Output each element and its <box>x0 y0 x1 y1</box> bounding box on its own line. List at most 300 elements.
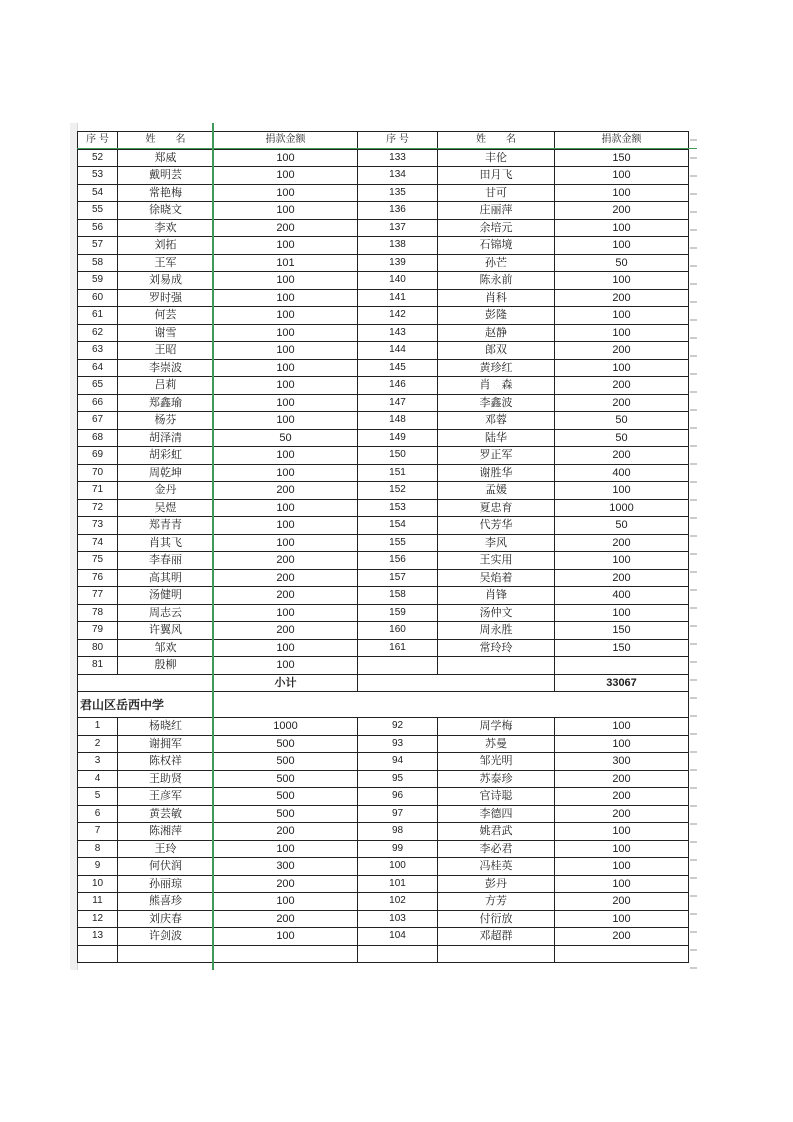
school-row-blank[interactable] <box>214 692 689 718</box>
cell-name[interactable]: 常艳梅 <box>118 184 214 202</box>
cell-amount[interactable]: 100 <box>214 464 358 482</box>
cell-seq[interactable]: 9 <box>78 858 118 876</box>
cell-name[interactable]: 肖其飞 <box>118 534 214 552</box>
cell-amount-2[interactable]: 50 <box>555 254 689 272</box>
cell-amount[interactable]: 200 <box>214 823 358 841</box>
table-row <box>78 307 689 325</box>
cell-seq[interactable]: 55 <box>78 202 118 220</box>
cell-amount[interactable]: 100 <box>214 167 358 185</box>
subtotal-label[interactable]: 小计 <box>214 674 358 692</box>
cell-seq-2[interactable]: 138 <box>358 237 438 255</box>
cell-seq[interactable]: 66 <box>78 394 118 412</box>
cell-seq-2[interactable] <box>358 657 438 675</box>
cell-amount[interactable]: 200 <box>214 552 358 570</box>
cell-amount[interactable]: 100 <box>214 359 358 377</box>
cell-seq[interactable]: 62 <box>78 324 118 342</box>
cell-amount-2[interactable]: 100 <box>555 219 689 237</box>
table-row <box>78 910 689 928</box>
cell-name-2[interactable]: 孟媛 <box>438 482 555 500</box>
cell-name[interactable]: 何伏润 <box>118 858 214 876</box>
cell-amount-2[interactable]: 200 <box>555 893 689 911</box>
cell-name-2[interactable]: 夏忠育 <box>438 499 555 517</box>
cell-name[interactable]: 徐晓文 <box>118 202 214 220</box>
header-amount[interactable]: 捐款金额 <box>214 132 358 150</box>
cell-amount[interactable]: 200 <box>214 219 358 237</box>
cell-seq[interactable]: 58 <box>78 254 118 272</box>
cell-amount-2[interactable]: 400 <box>555 587 689 605</box>
subtotal-blank[interactable] <box>78 674 214 692</box>
cell-seq[interactable]: 7 <box>78 823 118 841</box>
cell-seq[interactable]: 73 <box>78 517 118 535</box>
cell-name-2[interactable]: 王实用 <box>438 552 555 570</box>
cell-amount-2[interactable]: 400 <box>555 464 689 482</box>
table-row <box>78 202 689 220</box>
header-seq[interactable]: 序 号 <box>78 132 118 150</box>
cell-seq[interactable]: 77 <box>78 587 118 605</box>
cell-amount[interactable]: 100 <box>214 324 358 342</box>
cell-amount-2[interactable]: 200 <box>555 788 689 806</box>
cell-amount-2[interactable]: 100 <box>555 823 689 841</box>
cell-amount[interactable]: 200 <box>214 622 358 640</box>
cell-seq-2[interactable]: 94 <box>358 753 438 771</box>
cell-name[interactable]: 郑威 <box>118 149 214 167</box>
cell-name-2[interactable]: 陈永前 <box>438 272 555 290</box>
cell-amount-2[interactable]: 300 <box>555 753 689 771</box>
cell-name[interactable]: 吴煜 <box>118 499 214 517</box>
cell-amount[interactable]: 100 <box>214 342 358 360</box>
cell-seq[interactable]: 52 <box>78 149 118 167</box>
cell-name[interactable]: 孙丽琼 <box>118 875 214 893</box>
cell-amount-2[interactable]: 50 <box>555 429 689 447</box>
cell-name-2[interactable]: 李必君 <box>438 840 555 858</box>
table-row <box>78 429 689 447</box>
cell-amount-2[interactable]: 100 <box>555 910 689 928</box>
table-row <box>78 718 689 736</box>
cell-name[interactable]: 高其明 <box>118 569 214 587</box>
cell-name-2[interactable]: 李鑫波 <box>438 394 555 412</box>
table-row-partial <box>78 945 689 963</box>
cell-name-2[interactable]: 苏曼 <box>438 735 555 753</box>
cell-amount[interactable]: 200 <box>214 482 358 500</box>
cell-name[interactable]: 郑鑫瑜 <box>118 394 214 412</box>
cell-amount[interactable]: 100 <box>214 307 358 325</box>
cell-seq[interactable]: 13 <box>78 928 118 946</box>
cell-amount[interactable]: 200 <box>214 569 358 587</box>
cell-amount[interactable]: 500 <box>214 753 358 771</box>
cell-seq[interactable]: 2 <box>78 735 118 753</box>
cell-name[interactable]: 汤健明 <box>118 587 214 605</box>
cell-empty[interactable] <box>358 945 438 963</box>
cell-name[interactable]: 吕莉 <box>118 377 214 395</box>
cell-name-2[interactable]: 方芳 <box>438 893 555 911</box>
cell-seq-2[interactable]: 154 <box>358 517 438 535</box>
subtotal-blank-2[interactable] <box>358 674 555 692</box>
cell-amount[interactable]: 100 <box>214 202 358 220</box>
cell-seq[interactable]: 81 <box>78 657 118 675</box>
cell-seq-2[interactable]: 158 <box>358 587 438 605</box>
cell-amount[interactable]: 100 <box>214 893 358 911</box>
cell-amount-2[interactable]: 100 <box>555 840 689 858</box>
cell-name-2[interactable]: 丰伦 <box>438 149 555 167</box>
header-seq-2[interactable]: 序 号 <box>358 132 438 150</box>
cell-name-2[interactable]: 余培元 <box>438 219 555 237</box>
cell-amount[interactable]: 100 <box>214 377 358 395</box>
cell-amount-2[interactable]: 100 <box>555 167 689 185</box>
header-name[interactable]: 姓 名 <box>118 132 214 150</box>
cell-name-2[interactable]: 肖 森 <box>438 377 555 395</box>
cell-amount-2[interactable]: 100 <box>555 858 689 876</box>
school-name[interactable]: 君山区岳西中学 <box>78 692 214 718</box>
cell-seq-2[interactable]: 151 <box>358 464 438 482</box>
header-amount-2[interactable]: 捐款金额 <box>555 132 689 150</box>
cell-amount-2[interactable]: 200 <box>555 928 689 946</box>
cell-name[interactable]: 谢拥军 <box>118 735 214 753</box>
cell-seq-2[interactable]: 102 <box>358 893 438 911</box>
cell-amount-2[interactable]: 200 <box>555 770 689 788</box>
cell-seq[interactable]: 76 <box>78 569 118 587</box>
cell-empty[interactable] <box>555 945 689 963</box>
cell-empty[interactable] <box>214 945 358 963</box>
cell-seq[interactable]: 57 <box>78 237 118 255</box>
cell-empty[interactable] <box>78 945 118 963</box>
cell-seq[interactable]: 8 <box>78 840 118 858</box>
cell-seq-2[interactable]: 103 <box>358 910 438 928</box>
cell-seq[interactable]: 59 <box>78 272 118 290</box>
cell-name[interactable]: 胡彩虹 <box>118 447 214 465</box>
cell-seq[interactable]: 12 <box>78 910 118 928</box>
cell-seq[interactable]: 60 <box>78 289 118 307</box>
cell-name-2[interactable]: 李德四 <box>438 805 555 823</box>
cell-name[interactable]: 刘易成 <box>118 272 214 290</box>
header-name-2[interactable]: 姓 名 <box>438 132 555 150</box>
table-row <box>78 805 689 823</box>
cell-amount-2[interactable]: 100 <box>555 307 689 325</box>
cell-seq-2[interactable]: 144 <box>358 342 438 360</box>
cell-amount-2[interactable]: 200 <box>555 534 689 552</box>
cell-name-2[interactable]: 吴焰着 <box>438 569 555 587</box>
cell-name[interactable]: 陈湘萍 <box>118 823 214 841</box>
cell-name-2[interactable]: 周学梅 <box>438 718 555 736</box>
cell-seq-2[interactable]: 135 <box>358 184 438 202</box>
cell-amount[interactable]: 1000 <box>214 718 358 736</box>
gridline-column-edge <box>690 123 697 970</box>
cell-seq[interactable]: 68 <box>78 429 118 447</box>
cell-name-2[interactable]: 肖锋 <box>438 587 555 605</box>
cell-name[interactable]: 周志云 <box>118 604 214 622</box>
cell-seq[interactable]: 79 <box>78 622 118 640</box>
cell-amount[interactable]: 100 <box>214 447 358 465</box>
cell-name-2[interactable]: 罗正军 <box>438 447 555 465</box>
cell-amount[interactable]: 100 <box>214 639 358 657</box>
cell-seq-2[interactable]: 143 <box>358 324 438 342</box>
cell-seq[interactable]: 71 <box>78 482 118 500</box>
cell-name-2[interactable]: 付衍放 <box>438 910 555 928</box>
active-column-border <box>212 123 214 970</box>
table-row <box>78 823 689 841</box>
cell-amount-2[interactable]: 200 <box>555 394 689 412</box>
cell-seq-2[interactable]: 139 <box>358 254 438 272</box>
cell-seq[interactable]: 63 <box>78 342 118 360</box>
cell-name-2[interactable]: 彭丹 <box>438 875 555 893</box>
cell-name[interactable]: 王助贤 <box>118 770 214 788</box>
cell-amount[interactable]: 100 <box>214 149 358 167</box>
table-row <box>78 499 689 517</box>
cell-seq[interactable]: 65 <box>78 377 118 395</box>
cell-seq-2[interactable]: 100 <box>358 858 438 876</box>
cell-amount[interactable]: 100 <box>214 840 358 858</box>
cell-seq[interactable]: 1 <box>78 718 118 736</box>
cell-name-2[interactable]: 赵静 <box>438 324 555 342</box>
cell-seq-2[interactable]: 93 <box>358 735 438 753</box>
cell-name[interactable]: 谢雪 <box>118 324 214 342</box>
cell-amount-2[interactable]: 200 <box>555 289 689 307</box>
cell-name-2[interactable]: 甘可 <box>438 184 555 202</box>
cell-name[interactable]: 陈权祥 <box>118 753 214 771</box>
cell-name-2[interactable]: 李风 <box>438 534 555 552</box>
cell-seq-2[interactable]: 153 <box>358 499 438 517</box>
cell-amount[interactable]: 100 <box>214 499 358 517</box>
cell-amount[interactable]: 101 <box>214 254 358 272</box>
table-row <box>78 657 689 675</box>
cell-name[interactable]: 李欢 <box>118 219 214 237</box>
cell-name-2[interactable]: 肖科 <box>438 289 555 307</box>
cell-amount-2[interactable]: 100 <box>555 552 689 570</box>
cell-name-2[interactable]: 郎双 <box>438 342 555 360</box>
cell-name[interactable]: 熊喜珍 <box>118 893 214 911</box>
cell-name-2[interactable]: 常玲玲 <box>438 639 555 657</box>
cell-name-2[interactable]: 官诗聪 <box>438 788 555 806</box>
table-row <box>78 447 689 465</box>
cell-name-2[interactable]: 姚君武 <box>438 823 555 841</box>
cell-amount-2[interactable]: 100 <box>555 324 689 342</box>
cell-seq[interactable]: 54 <box>78 184 118 202</box>
cell-amount[interactable]: 100 <box>214 272 358 290</box>
cell-seq-2[interactable]: 96 <box>358 788 438 806</box>
table-row <box>78 289 689 307</box>
cell-name[interactable]: 王军 <box>118 254 214 272</box>
cell-seq[interactable]: 80 <box>78 639 118 657</box>
cell-seq[interactable]: 53 <box>78 167 118 185</box>
cell-seq[interactable]: 72 <box>78 499 118 517</box>
cell-name-2[interactable]: 田月飞 <box>438 167 555 185</box>
cell-name[interactable]: 李春丽 <box>118 552 214 570</box>
cell-amount[interactable]: 100 <box>214 289 358 307</box>
cell-seq-2[interactable]: 141 <box>358 289 438 307</box>
cell-amount-2[interactable]: 100 <box>555 604 689 622</box>
cell-amount[interactable]: 50 <box>214 429 358 447</box>
cell-seq-2[interactable]: 157 <box>358 569 438 587</box>
cell-amount[interactable]: 100 <box>214 237 358 255</box>
cell-name[interactable]: 王彦军 <box>118 788 214 806</box>
cell-seq-2[interactable]: 149 <box>358 429 438 447</box>
table-row <box>78 788 689 806</box>
cell-empty[interactable] <box>438 945 555 963</box>
cell-name-2[interactable]: 黄珍红 <box>438 359 555 377</box>
cell-name[interactable]: 罗时强 <box>118 289 214 307</box>
cell-seq[interactable]: 64 <box>78 359 118 377</box>
cell-amount-2[interactable]: 1000 <box>555 499 689 517</box>
table-row <box>78 377 689 395</box>
cell-name[interactable]: 郑青青 <box>118 517 214 535</box>
cell-amount-2[interactable]: 200 <box>555 377 689 395</box>
cell-name[interactable]: 邹欢 <box>118 639 214 657</box>
cell-seq-2[interactable]: 150 <box>358 447 438 465</box>
cell-name[interactable]: 许翼风 <box>118 622 214 640</box>
cell-name[interactable]: 黄芸敏 <box>118 805 214 823</box>
cell-seq[interactable]: 10 <box>78 875 118 893</box>
cell-seq-2[interactable]: 146 <box>358 377 438 395</box>
cell-name-2[interactable] <box>438 657 555 675</box>
table-row <box>78 875 689 893</box>
cell-seq[interactable]: 6 <box>78 805 118 823</box>
cell-seq-2[interactable]: 92 <box>358 718 438 736</box>
cell-seq-2[interactable]: 134 <box>358 167 438 185</box>
cell-amount-2[interactable]: 100 <box>555 272 689 290</box>
cell-seq-2[interactable]: 140 <box>358 272 438 290</box>
cell-amount-2[interactable]: 100 <box>555 718 689 736</box>
cell-seq-2[interactable]: 161 <box>358 639 438 657</box>
cell-amount-2[interactable]: 100 <box>555 875 689 893</box>
cell-amount[interactable]: 200 <box>214 875 358 893</box>
cell-name-2[interactable]: 谢胜华 <box>438 464 555 482</box>
cell-amount[interactable]: 200 <box>214 910 358 928</box>
cell-amount-2[interactable]: 150 <box>555 622 689 640</box>
table-row <box>78 534 689 552</box>
cell-amount[interactable]: 500 <box>214 788 358 806</box>
cell-seq[interactable]: 67 <box>78 412 118 430</box>
cell-seq-2[interactable]: 97 <box>358 805 438 823</box>
cell-name-2[interactable]: 苏泰珍 <box>438 770 555 788</box>
table-row <box>78 482 689 500</box>
cell-amount[interactable]: 100 <box>214 412 358 430</box>
cell-seq-2[interactable]: 98 <box>358 823 438 841</box>
cell-amount-2[interactable]: 200 <box>555 342 689 360</box>
cell-name[interactable]: 王昭 <box>118 342 214 360</box>
cell-seq[interactable]: 11 <box>78 893 118 911</box>
cell-seq-2[interactable]: 155 <box>358 534 438 552</box>
cell-seq[interactable]: 4 <box>78 770 118 788</box>
cell-seq[interactable]: 3 <box>78 753 118 771</box>
cell-name[interactable]: 金丹 <box>118 482 214 500</box>
table-row <box>78 552 689 570</box>
cell-amount-2[interactable]: 150 <box>555 639 689 657</box>
cell-seq-2[interactable]: 136 <box>358 202 438 220</box>
cell-name-2[interactable]: 孙芒 <box>438 254 555 272</box>
cell-seq-2[interactable]: 160 <box>358 622 438 640</box>
cell-name-2[interactable]: 陆华 <box>438 429 555 447</box>
cell-amount-2[interactable]: 100 <box>555 735 689 753</box>
cell-name[interactable]: 许剑波 <box>118 928 214 946</box>
cell-amount-2[interactable]: 100 <box>555 359 689 377</box>
cell-name[interactable]: 杨芬 <box>118 412 214 430</box>
cell-amount[interactable]: 500 <box>214 805 358 823</box>
cell-name[interactable]: 周乾坤 <box>118 464 214 482</box>
cell-seq-2[interactable]: 156 <box>358 552 438 570</box>
cell-amount-2[interactable]: 200 <box>555 447 689 465</box>
cell-name[interactable]: 刘庆春 <box>118 910 214 928</box>
cell-seq-2[interactable]: 145 <box>358 359 438 377</box>
cell-seq-2[interactable]: 104 <box>358 928 438 946</box>
cell-amount[interactable]: 100 <box>214 184 358 202</box>
donation-table <box>77 131 689 963</box>
cell-seq[interactable]: 78 <box>78 604 118 622</box>
cell-name[interactable]: 何芸 <box>118 307 214 325</box>
cell-seq[interactable]: 5 <box>78 788 118 806</box>
cell-amount-2[interactable]: 150 <box>555 149 689 167</box>
cell-name-2[interactable]: 邓蓉 <box>438 412 555 430</box>
cell-name[interactable]: 戴明芸 <box>118 167 214 185</box>
cell-amount-2[interactable]: 100 <box>555 237 689 255</box>
cell-seq-2[interactable]: 152 <box>358 482 438 500</box>
cell-amount-2[interactable]: 200 <box>555 569 689 587</box>
cell-name-2[interactable]: 邓超群 <box>438 928 555 946</box>
cell-seq-2[interactable]: 95 <box>358 770 438 788</box>
cell-name-2[interactable]: 邹光明 <box>438 753 555 771</box>
cell-amount[interactable]: 100 <box>214 534 358 552</box>
cell-amount[interactable]: 500 <box>214 770 358 788</box>
cell-seq-2[interactable]: 148 <box>358 412 438 430</box>
table-row <box>78 928 689 946</box>
cell-seq-2[interactable]: 147 <box>358 394 438 412</box>
cell-name-2[interactable]: 庄丽萍 <box>438 202 555 220</box>
cell-amount-2[interactable]: 50 <box>555 517 689 535</box>
cell-seq[interactable]: 56 <box>78 219 118 237</box>
cell-seq[interactable]: 70 <box>78 464 118 482</box>
cell-amount-2[interactable]: 50 <box>555 412 689 430</box>
cell-amount[interactable]: 100 <box>214 517 358 535</box>
cell-name-2[interactable]: 周永胜 <box>438 622 555 640</box>
cell-seq-2[interactable]: 142 <box>358 307 438 325</box>
cell-amount-2[interactable] <box>555 657 689 675</box>
table-row <box>78 412 689 430</box>
subtotal-value[interactable]: 33067 <box>555 674 689 692</box>
cell-name-2[interactable]: 冯桂英 <box>438 858 555 876</box>
cell-amount[interactable]: 100 <box>214 604 358 622</box>
cell-name-2[interactable]: 彭隆 <box>438 307 555 325</box>
cell-name[interactable]: 李崇波 <box>118 359 214 377</box>
cell-name[interactable]: 殷柳 <box>118 657 214 675</box>
cell-amount[interactable]: 100 <box>214 394 358 412</box>
cell-amount-2[interactable]: 200 <box>555 202 689 220</box>
cell-name[interactable]: 王玲 <box>118 840 214 858</box>
table-row <box>78 324 689 342</box>
cell-name-2[interactable]: 汤仲文 <box>438 604 555 622</box>
cell-seq-2[interactable]: 133 <box>358 149 438 167</box>
cell-seq-2[interactable]: 99 <box>358 840 438 858</box>
cell-amount[interactable]: 100 <box>214 657 358 675</box>
cell-seq[interactable]: 75 <box>78 552 118 570</box>
cell-amount-2[interactable]: 100 <box>555 184 689 202</box>
cell-amount[interactable]: 200 <box>214 587 358 605</box>
cell-name[interactable]: 刘拓 <box>118 237 214 255</box>
cell-seq-2[interactable]: 159 <box>358 604 438 622</box>
cell-name-2[interactable]: 代芳华 <box>438 517 555 535</box>
cell-amount-2[interactable]: 100 <box>555 482 689 500</box>
cell-name[interactable]: 胡泽清 <box>118 429 214 447</box>
cell-seq-2[interactable]: 101 <box>358 875 438 893</box>
cell-seq[interactable]: 74 <box>78 534 118 552</box>
cell-seq-2[interactable]: 137 <box>358 219 438 237</box>
cell-seq[interactable]: 61 <box>78 307 118 325</box>
cell-amount[interactable]: 300 <box>214 858 358 876</box>
cell-amount[interactable]: 100 <box>214 928 358 946</box>
cell-name-2[interactable]: 石锦境 <box>438 237 555 255</box>
cell-amount-2[interactable]: 200 <box>555 805 689 823</box>
cell-name[interactable]: 杨晓红 <box>118 718 214 736</box>
cell-amount[interactable]: 500 <box>214 735 358 753</box>
cell-empty[interactable] <box>118 945 214 963</box>
cell-seq[interactable]: 69 <box>78 447 118 465</box>
